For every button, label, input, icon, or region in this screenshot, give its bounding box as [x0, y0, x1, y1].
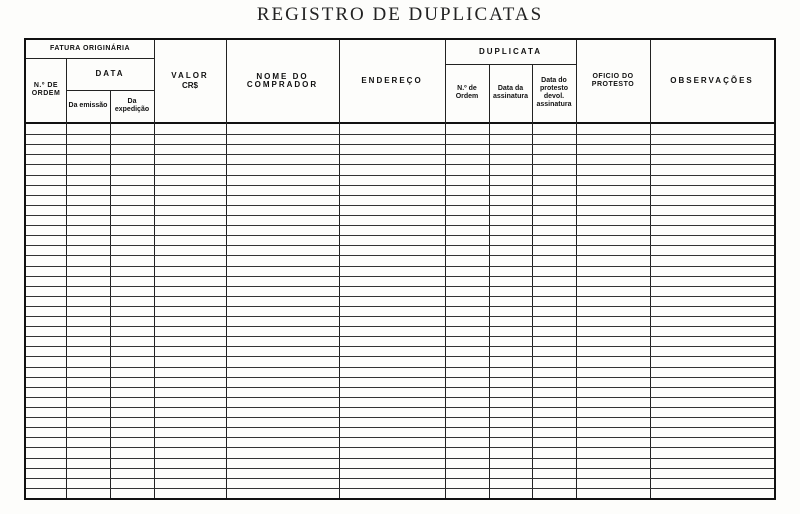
table-row: [26, 488, 774, 489]
table-row: [26, 397, 774, 398]
table-row: [26, 447, 774, 448]
table-row: [26, 437, 774, 438]
table-row: [26, 306, 774, 307]
duplicata-header: DUPLICATA: [478, 47, 543, 56]
table-row: [26, 427, 774, 428]
table-row: [26, 175, 774, 176]
table-row: [26, 235, 774, 236]
table-row: [26, 296, 774, 297]
table-row: [26, 205, 774, 206]
table-row: [26, 478, 774, 479]
table-row: [26, 225, 774, 226]
data-header: DATA: [95, 69, 125, 78]
endereco-header: ENDEREÇO: [361, 76, 423, 85]
table-row: [26, 316, 774, 317]
nome-do-comprador-header: NOME DO COMPRADOR: [246, 72, 319, 89]
table-row: [26, 377, 774, 378]
table-row: [26, 215, 774, 216]
valor-label: VALOR: [171, 71, 209, 80]
table-row: [26, 336, 774, 337]
table-row: [26, 417, 774, 418]
table-row: [26, 276, 774, 277]
no-de-ordem-header: N.º DE ORDEM: [31, 82, 61, 97]
duplicatas-register-table: [24, 38, 776, 500]
observacoes-header: OBSERVAÇÕES: [670, 76, 754, 85]
table-row: [26, 367, 774, 368]
table-row: [26, 468, 774, 469]
table-row: [26, 164, 774, 165]
table-body: [26, 124, 774, 498]
da-emissao-header: Da emissão: [68, 102, 108, 109]
table-row: [26, 346, 774, 347]
table-row: [26, 266, 774, 267]
table-row: [26, 144, 774, 145]
valor-header: [154, 40, 226, 122]
valor-unit: CR$: [181, 81, 198, 90]
data-da-assinatura-header: Data da assinatura: [492, 85, 529, 100]
fatura-originaria-header: FATURA ORIGINÁRIA: [49, 45, 131, 52]
table-row: [26, 195, 774, 196]
table-row: [26, 458, 774, 459]
data-protesto-header: Data do protesto devol. assinatura: [536, 77, 572, 108]
table-row: [26, 134, 774, 135]
table-row: [26, 286, 774, 287]
table-row: [26, 326, 774, 327]
table-row: [26, 185, 774, 186]
table-row: [26, 387, 774, 388]
table-row: [26, 154, 774, 155]
table-header: [26, 40, 774, 124]
oficio-do-protesto-header: OFICIO DO PROTESTO: [591, 73, 635, 88]
table-row: [26, 356, 774, 357]
table-row: [26, 255, 774, 256]
table-row: [26, 407, 774, 408]
page-title: REGISTRO DE DUPLICATAS: [256, 4, 544, 25]
table-row: [26, 245, 774, 246]
da-expedicao-header: Da expedição: [114, 98, 150, 113]
dup-no-de-ordem-header: N.º de Ordem: [455, 85, 479, 100]
